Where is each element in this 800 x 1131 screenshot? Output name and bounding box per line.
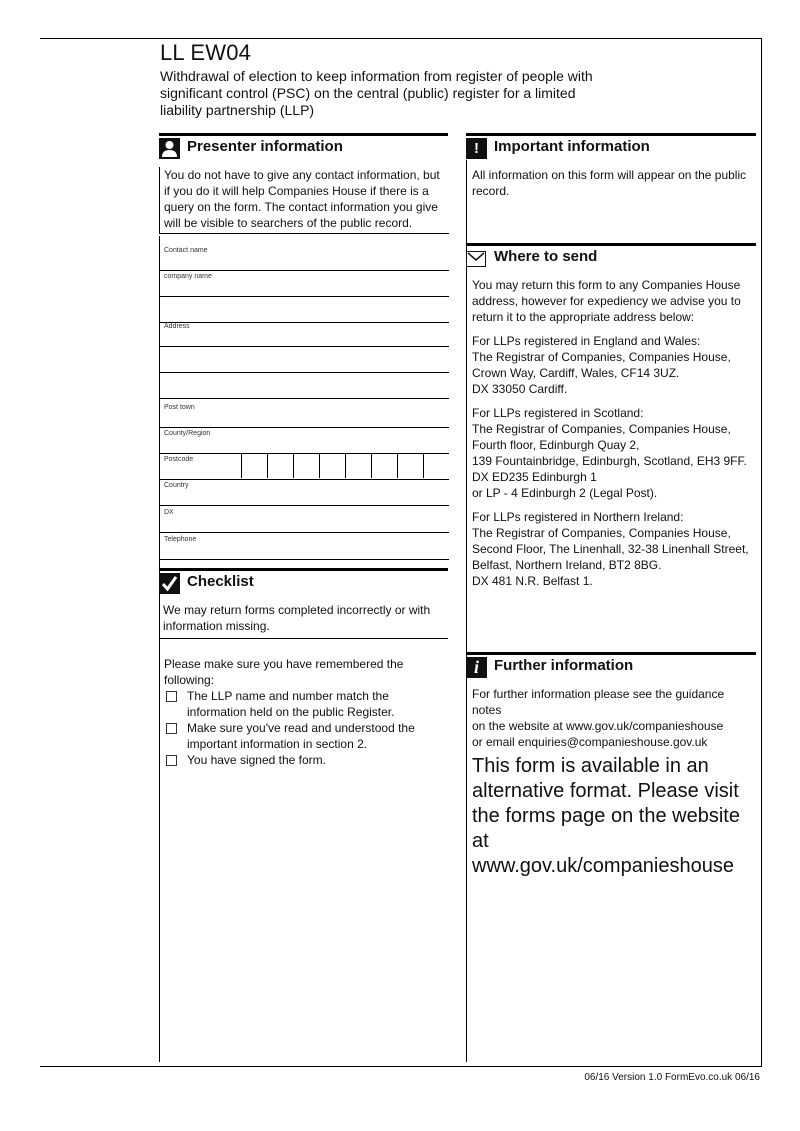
checklist-item-text: You have signed the form. bbox=[187, 753, 326, 767]
address-scotland bbox=[472, 405, 756, 501]
envelope-icon bbox=[466, 251, 486, 267]
address-england bbox=[472, 333, 756, 397]
bottom-rule bbox=[40, 1066, 762, 1067]
address-line: The Registrar of Companies, Companies House, bbox=[472, 526, 731, 540]
right-border bbox=[761, 38, 762, 1066]
address-line: DX 481 N.R. Belfast 1. bbox=[472, 574, 593, 588]
further-section-header bbox=[466, 652, 756, 677]
address-line: Fourth floor, Edinburgh Quay 2, bbox=[472, 438, 640, 452]
presenter-section-header bbox=[159, 133, 448, 158]
further-details bbox=[472, 686, 756, 750]
dx-label: DX bbox=[164, 509, 174, 516]
exclamation-icon: ! bbox=[466, 138, 487, 159]
send-heading: Where to send bbox=[494, 248, 598, 265]
top-rule bbox=[40, 38, 762, 39]
form-code: LL EW04 bbox=[160, 40, 252, 65]
checkmark-icon bbox=[159, 573, 180, 594]
alternative-format-notice: This form is available in an alternative format. Please visit the forms page on the website at www.gov.uk/companieshouse bbox=[472, 755, 740, 877]
address-line: The Registrar of Companies, Companies House, bbox=[472, 422, 731, 436]
address-northern-ireland bbox=[472, 509, 756, 589]
checklist-section-header bbox=[159, 568, 448, 593]
checklist-list bbox=[164, 656, 448, 768]
postcode-label: Postcode bbox=[164, 456, 194, 463]
address-field-line2[interactable] bbox=[159, 348, 449, 373]
address-line: or LP - 4 Edinburgh 2 (Legal Post). bbox=[472, 486, 658, 500]
important-text: All information on this form will appear on the public record. bbox=[472, 168, 747, 198]
checklist-intro: We may return forms completed incorrectly or with information missing. bbox=[159, 602, 448, 639]
checkbox[interactable] bbox=[166, 723, 177, 734]
send-intro: You may return this form to any Companies House address, however for expediency we advise you to return it to the appropriate address below: bbox=[472, 278, 741, 324]
postcode-box[interactable] bbox=[293, 453, 316, 478]
address-line: For LLPs registered in Scotland: bbox=[472, 406, 644, 420]
person-icon bbox=[159, 138, 180, 159]
presenter-heading: Presenter information bbox=[187, 138, 343, 155]
post-town-field[interactable] bbox=[159, 403, 449, 428]
company-name-field-line2[interactable] bbox=[159, 298, 449, 323]
post-town-label: Post town bbox=[164, 404, 195, 411]
important-section-header bbox=[466, 133, 756, 158]
postcode-box[interactable] bbox=[319, 453, 342, 478]
postcode-box[interactable] bbox=[345, 453, 368, 478]
address-line: Crown Way, Cardiff, Wales, CF14 3UZ. bbox=[472, 366, 680, 380]
address-line: DX ED235 Edinburgh 1 bbox=[472, 470, 597, 484]
address-line: 139 Fountainbridge, Edinburgh, Scotland, EH3 9FF. bbox=[472, 454, 747, 468]
country-field[interactable] bbox=[159, 481, 449, 506]
postcode-box[interactable] bbox=[267, 453, 290, 478]
telephone-field[interactable] bbox=[159, 535, 449, 560]
telephone-label: Telephone bbox=[164, 536, 197, 543]
further-line: For further information please see the guidance notes bbox=[472, 687, 725, 717]
address-line: For LLPs registered in England and Wales: bbox=[472, 334, 701, 348]
checklist-item-text: Make sure you've read and understood the important information in section 2. bbox=[187, 721, 415, 751]
county-label: County/Region bbox=[164, 430, 211, 437]
send-details bbox=[472, 277, 756, 589]
important-heading: Important information bbox=[494, 138, 650, 155]
address-line: DX 33050 Cardiff. bbox=[472, 382, 568, 396]
postcode-box[interactable] bbox=[241, 453, 264, 478]
contact-name-label: Contact name bbox=[164, 247, 208, 254]
address-line: The Registrar of Companies, Companies House, bbox=[472, 350, 731, 364]
form-subtitle: Withdrawal of election to keep information from register of people with significant control (PSC) on the central (public) register for a limited liability partnership (LLP) bbox=[160, 68, 593, 118]
postcode-box[interactable] bbox=[397, 453, 420, 478]
checklist-item[interactable] bbox=[164, 688, 448, 720]
county-field[interactable] bbox=[159, 429, 449, 454]
send-section-header bbox=[466, 243, 756, 268]
checklist-lead: Please make sure you have remembered the following: bbox=[164, 657, 404, 687]
address-line: Belfast, Northern Ireland, BT2 8BG. bbox=[472, 558, 662, 572]
checklist-heading: Checklist bbox=[187, 573, 254, 590]
presenter-intro: You do not have to give any contact information, but if you do it will help Companies House if there is a query on the form. The contact information you give will be visible to searchers of the public record. bbox=[159, 167, 449, 234]
checklist-item[interactable] bbox=[164, 720, 448, 752]
address-label: Address bbox=[164, 323, 190, 330]
address-line: For LLPs registered in Northern Ireland: bbox=[472, 510, 684, 524]
company-name-field[interactable] bbox=[159, 272, 449, 297]
right-column-line bbox=[466, 160, 467, 1062]
checkbox[interactable] bbox=[166, 755, 177, 766]
checkbox[interactable] bbox=[166, 691, 177, 702]
dx-field[interactable] bbox=[159, 508, 449, 533]
info-icon: i bbox=[466, 657, 487, 678]
contact-name-field[interactable] bbox=[159, 246, 449, 271]
further-heading: Further information bbox=[494, 657, 634, 674]
company-name-label: company name bbox=[164, 273, 212, 280]
footer-version: 06/16 Version 1.0 FormEvo.co.uk 06/16 bbox=[584, 1072, 760, 1083]
address-line: Second Floor, The Linenhall, 32-38 Linenhall Street, bbox=[472, 542, 749, 556]
country-label: Country bbox=[164, 482, 189, 489]
further-line: on the website at www.gov.uk/companieshouse bbox=[472, 719, 724, 733]
checklist-item[interactable] bbox=[164, 752, 448, 768]
postcode-box[interactable] bbox=[423, 453, 446, 478]
postcode-box[interactable] bbox=[371, 453, 394, 478]
address-field[interactable] bbox=[159, 322, 449, 347]
address-field-line3[interactable] bbox=[159, 374, 449, 399]
checklist-item-text: The LLP name and number match the information held on the public Register. bbox=[187, 689, 395, 719]
further-line: or email enquiries@companieshouse.gov.uk bbox=[472, 735, 708, 749]
